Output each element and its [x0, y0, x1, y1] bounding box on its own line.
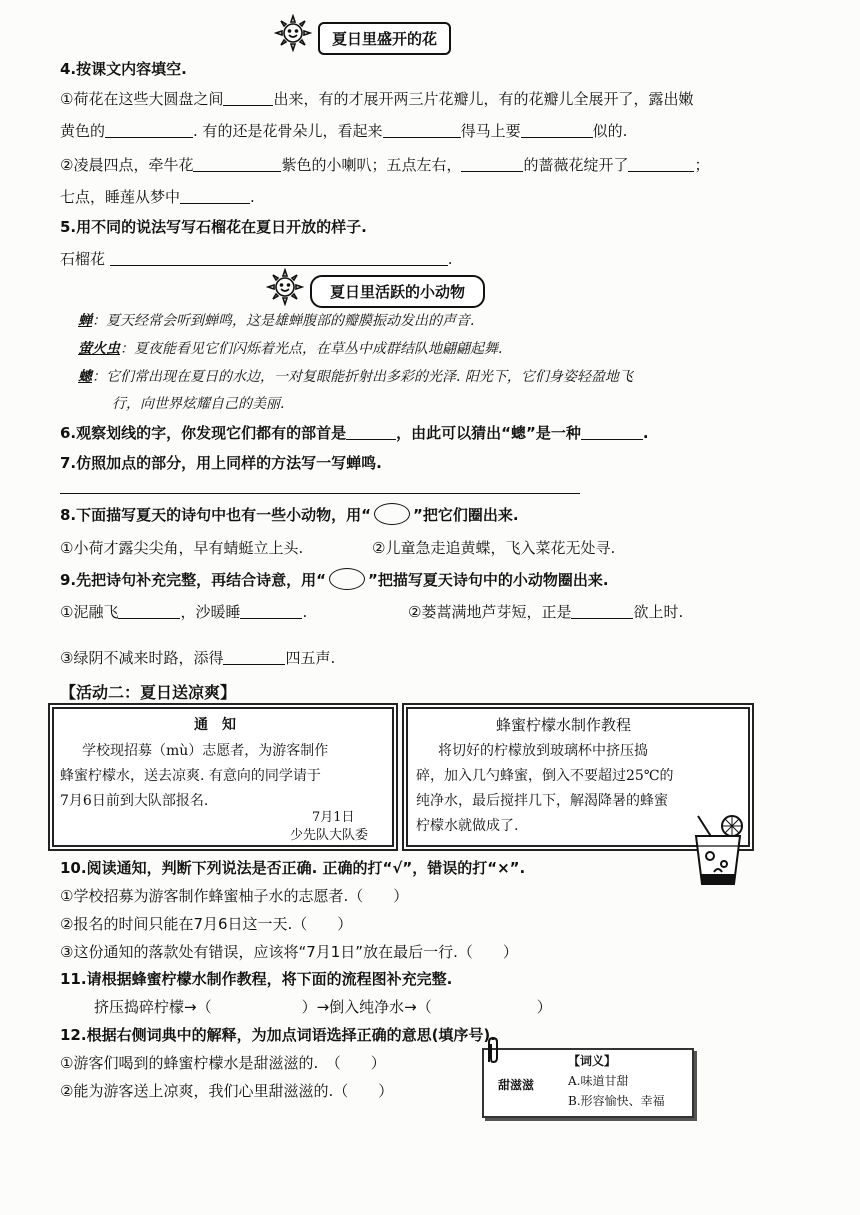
answer-blank[interactable] [223, 648, 285, 665]
q12-heading: 12.根据右侧词典中的解释，为加点词语选择正确的意思(填序号). [60, 1026, 496, 1044]
q9-poem1 [60, 601, 307, 622]
section-title-animals: 夏日里活跃的小动物 [310, 275, 485, 308]
answer-blank[interactable] [240, 602, 302, 619]
q5-heading: 5.用不同的说法写写石榴花在夏日开放的样子. [60, 218, 367, 236]
answer-blank[interactable] [110, 249, 448, 266]
q10-heading: 10.阅读通知，判断下列说法是否正确. 正确的打“√”，错误的打“×”. [60, 859, 526, 877]
q8-text: ”把它们圈出来. [413, 506, 519, 524]
q12-statement[interactable]: ①游客们喝到的蜂蜜柠檬水是甜滋滋的. （ ） [60, 1054, 386, 1072]
tutorial-title: 蜂蜜柠檬水制作教程 [496, 716, 632, 734]
q4-text: 黄色的 [60, 122, 106, 140]
q9-text: ①泥融飞 [60, 603, 119, 621]
q4-line1 [60, 88, 693, 109]
q4-heading: 4.按课文内容填空. [60, 60, 187, 78]
paperclip-icon [484, 1036, 502, 1070]
section-title-flowers: 夏日里盛开的花 [318, 22, 451, 55]
dictionary-word: 甜滋滋 [498, 1078, 535, 1092]
sun-icon [274, 14, 312, 52]
dictionary-meaning: A.味道甘甜 [568, 1074, 629, 1088]
answer-blank[interactable] [581, 423, 643, 440]
q9-text: ”把描写夏天诗句中的小动物圈出来. [368, 571, 609, 589]
q4-line3 [60, 154, 710, 175]
q8-heading [60, 503, 519, 525]
animal-name: 萤火虫 [78, 341, 120, 357]
answer-blank[interactable] [180, 187, 250, 204]
answer-blank[interactable] [521, 121, 593, 138]
q9-text: 欲上时. [633, 603, 684, 621]
activity-two-title: 【活动二：夏日送凉爽】 [60, 683, 237, 702]
q11-heading: 11.请根据蜂蜜柠檬水制作教程，将下面的流程图补充完整. [60, 970, 453, 988]
q6-text: 6.观察划线的字，你发现它们都有的部首是 [60, 424, 347, 442]
q9-text: ，沙暖睡 [180, 603, 241, 621]
dictionary-card [482, 1048, 694, 1118]
q9-heading [60, 568, 609, 590]
q7-answer-line[interactable] [60, 493, 580, 494]
q4-text: ①荷花在这些大圆盘之间 [60, 90, 224, 108]
answer-blank[interactable] [628, 155, 694, 172]
q8-poem1: ①小荷才露尖尖角，早有蜻蜓立上头. [60, 539, 304, 557]
q9-poem2 [408, 601, 683, 622]
q4-text: 紫色的小喇叭；五点左右， [281, 156, 462, 174]
notice-line: 7月6日前到大队部报名. [60, 793, 209, 809]
q9-text: 四五声. [285, 649, 336, 667]
q4-text: 七点，睡莲从梦中 [60, 188, 181, 206]
q9-text: 9.先把诗句补充完整，再结合诗意，用“ [60, 571, 326, 589]
animal-damselfly [78, 366, 633, 386]
answer-blank[interactable] [193, 155, 281, 172]
q5-text: . [447, 250, 453, 268]
q5-answer-line [60, 248, 453, 269]
q9-text: ③绿阴不减来时路，添得 [60, 649, 224, 667]
q5-label: 石榴花 [60, 250, 106, 268]
q12-statement[interactable]: ②能为游客送上凉爽，我们心里甜滋滋的.（ ） [60, 1082, 394, 1100]
q4-text: 的蔷薇花绽开了 [523, 156, 629, 174]
notice-title: 通 知 [194, 717, 236, 733]
animal-name: 蝉 [78, 313, 92, 329]
q10-statement[interactable]: ②报名的时间只能在7月6日这一天.（ ） [60, 915, 353, 933]
answer-blank[interactable] [118, 602, 180, 619]
q4-text: . [250, 188, 255, 206]
q10-statement[interactable]: ①学校招募为游客制作蜂蜜柚子水的志愿者.（ ） [60, 887, 409, 905]
dictionary-heading: 【词义】 [568, 1054, 617, 1068]
notice-line: 学校现招募（mù）志愿者，为游客制作 [82, 743, 329, 759]
tutorial-line: 碎，加入几勺蜂蜜，倒入不要超过25℃的 [416, 768, 674, 784]
q8-text: 8.下面描写夏天的诗句中也有一些小动物，用“ [60, 506, 371, 524]
q6-line [60, 422, 649, 443]
answer-blank[interactable] [461, 155, 523, 172]
answer-blank[interactable] [571, 602, 633, 619]
answer-blank[interactable] [223, 89, 273, 106]
tutorial-line: 柠檬水就做成了. [416, 818, 519, 834]
notice-date: 7月1日 [312, 810, 355, 825]
q4-line4 [60, 186, 255, 207]
animal-text: ：它们常出现在夏日的水边，一对复眼能折射出多彩的光泽. 阳光下，它们身姿轻盈地飞 [92, 369, 633, 385]
q4-text: 出来，有的才展开两三片花瓣儿，有的花瓣儿全展开了，露出嫩 [273, 90, 694, 108]
q6-text: . [642, 424, 649, 442]
answer-blank[interactable] [346, 423, 396, 440]
q4-text: ②凌晨四点，牵牛花 [60, 156, 194, 174]
q11-flowchart[interactable]: 挤压捣碎柠檬→（ ）→倒入纯净水→（ ） [94, 998, 552, 1016]
animal-name: 蟌 [78, 369, 92, 385]
animal-damselfly-line2: 行，向世界炫耀自己的美丽. [112, 396, 285, 412]
q10-statement[interactable]: ③这份通知的落款处有错误，应该将“7月1日”放在最后一行.（ ） [60, 943, 518, 961]
dictionary-meaning: B.形容愉快、幸福 [568, 1094, 665, 1108]
q4-line2 [60, 120, 627, 141]
sun-icon [266, 268, 304, 306]
notice-signature: 少先队大队委 [290, 828, 369, 843]
tutorial-line: 纯净水，最后搅拌几下，解渴降暑的蜂蜜 [416, 793, 668, 809]
circle-symbol-icon [329, 568, 365, 590]
q4-text: . 有的还是花骨朵儿，看起来 [193, 122, 383, 140]
q7-heading: 7.仿照加点的部分，用上同样的方法写一写蝉鸣. [60, 454, 382, 472]
q4-text: 得马上要 [460, 122, 521, 140]
animal-cicada [78, 310, 474, 330]
notice-board [48, 703, 398, 851]
q9-text: ②蒌蒿满地芦芽短，正是 [408, 603, 572, 621]
q9-text: . [302, 603, 308, 621]
animal-text: ：夏天经常会听到蝉鸣，这是雄蝉腹部的瓣膜振动发出的声音. [92, 313, 475, 329]
animal-text: ：夏夜能看见它们闪烁着光点，在草丛中成群结队地翩翩起舞. [120, 341, 503, 357]
lemonade-glass-icon [688, 814, 748, 890]
q4-text: ； [694, 156, 710, 174]
answer-blank[interactable] [383, 121, 461, 138]
q9-poem3 [60, 647, 335, 668]
q8-poem2: ②儿童急走追黄蝶，飞入菜花无处寻. [372, 539, 616, 557]
q4-text: 似的. [592, 122, 628, 140]
circle-symbol-icon [374, 503, 410, 525]
animal-firefly [78, 338, 502, 358]
tutorial-line: 将切好的柠檬放到玻璃杯中挤压捣 [438, 743, 648, 759]
answer-blank[interactable] [105, 121, 193, 138]
notice-line: 蜂蜜柠檬水，送去凉爽. 有意向的同学请于 [60, 768, 321, 784]
q6-text: ，由此可以猜出“蟌”是一种 [396, 424, 581, 442]
